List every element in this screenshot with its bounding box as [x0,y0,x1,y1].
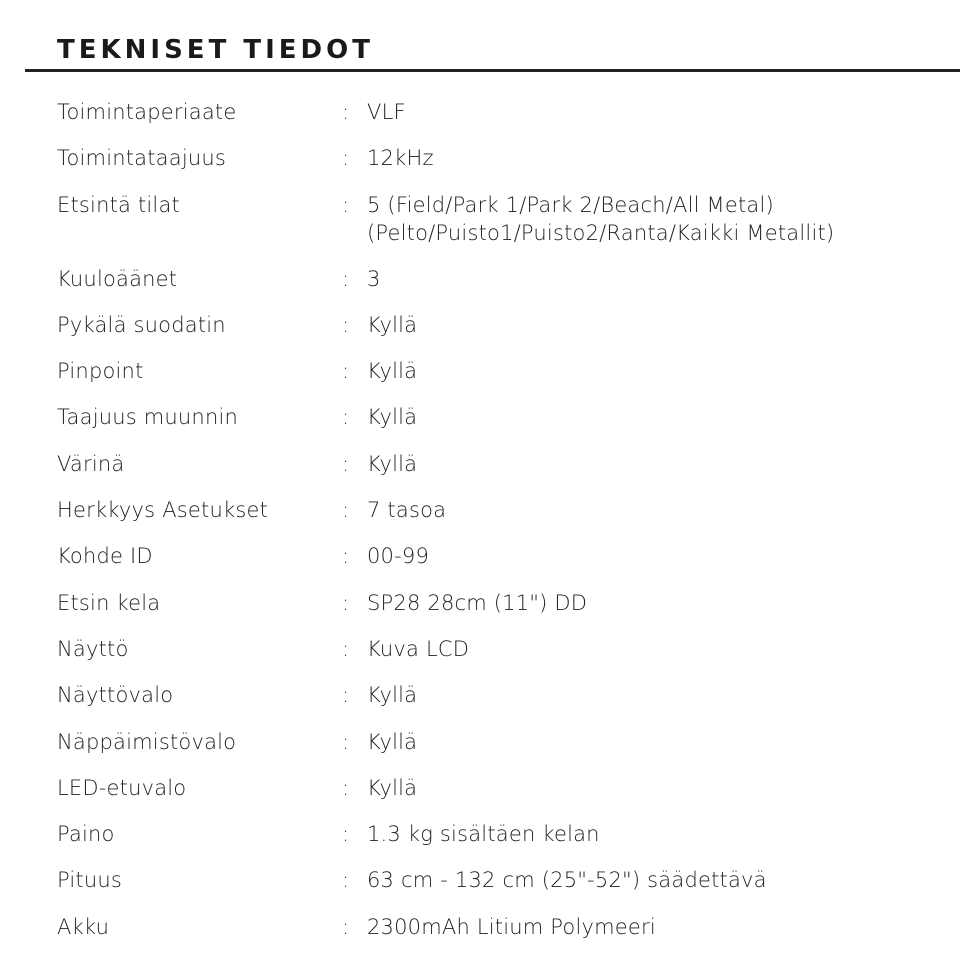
spec-value: Kyllä [367,729,418,754]
spec-label: Etsintä tilat [57,192,180,217]
spec-label: Pituus [57,868,123,893]
spec-value: Kyllä [367,312,418,337]
spec-value: 12kHz [367,146,434,171]
spec-value: Kyllä [367,775,418,800]
spec-value: 00-99 [367,544,430,569]
spec-value: 3 [367,266,381,291]
spec-row-nayttovalo [57,681,937,709]
spec-label: Näppäimistövalo [57,729,237,754]
spec-separator: : [342,868,350,893]
spec-label: Kuuloäänet [57,266,178,291]
spec-value-line-1: 5 (Field/Park 1/Park 2/Beach/All Metal) [367,192,774,217]
spec-label: Kohde ID [57,544,153,569]
spec-value: 63 cm - 132 cm (25"-52") säädettävä [367,868,767,893]
spec-separator: : [342,312,350,337]
spec-row-toimintataajuus [57,144,937,172]
spec-row-herkkyys-asetukset [57,496,937,524]
spec-separator: : [342,498,350,523]
spec-row-pituus [57,866,937,894]
spec-table [57,98,937,959]
spec-value: Kuva LCD [367,636,470,661]
spec-row-led-etuvalo [57,774,937,802]
spec-separator: : [342,636,350,661]
spec-separator: : [342,914,350,939]
spec-label: Näyttövalo [57,683,174,708]
spec-row-pykala-suodatin [57,311,937,339]
spec-row-akku [57,913,937,941]
spec-separator: : [342,683,350,708]
spec-row-naytto [57,635,937,663]
spec-separator: : [342,146,350,171]
spec-row-paino [57,820,937,848]
spec-separator: : [342,729,350,754]
spec-label: Pinpoint [57,359,144,384]
spec-label: Näyttö [57,636,129,661]
spec-separator: : [342,775,350,800]
spec-label: Herkkyys Asetukset [57,498,269,523]
spec-separator: : [342,192,350,217]
spec-row-nappaimistovalo [57,728,937,756]
spec-label: Paino [57,822,115,847]
spec-separator: : [342,405,350,430]
spec-row-pinpoint [57,357,937,385]
spec-label: Etsin kela [57,590,161,615]
spec-value: Kyllä [367,405,418,430]
spec-value: VLF [367,100,406,124]
spec-separator: : [342,590,350,615]
page-title: TEKNISET TIEDOT [57,35,374,65]
spec-label: Värinä [57,451,125,476]
spec-label: Pykälä suodatin [57,312,226,337]
spec-value: Kyllä [367,359,418,384]
spec-row-etsinta-tilat [57,191,937,247]
spec-separator: : [342,822,350,847]
spec-value-line-2: (Pelto/Puisto1/Puisto2/Ranta/Kaikki Metallit) [367,220,835,245]
spec-value [367,191,937,247]
spec-separator: : [342,544,350,569]
spec-row-kohde-id [57,542,937,570]
spec-value: 7 tasoa [367,498,447,523]
spec-label: Akku [57,914,110,939]
spec-label: Taajuus muunnin [57,405,238,430]
spec-label: Toimintaperiaate [57,100,237,124]
spec-separator: : [342,451,350,476]
spec-value: SP28 28cm (11") DD [367,590,588,615]
spec-value: 2300mAh Litium Polymeeri [367,914,656,939]
spec-value: Kyllä [367,683,418,708]
spec-separator: : [342,359,350,384]
spec-label: Toimintataajuus [57,146,227,171]
spec-row-etsin-kela [57,589,937,617]
spec-separator: : [342,266,350,291]
spec-value: 1.3 kg sisältäen kelan [367,822,600,847]
spec-row-taajuus-muunnin [57,403,937,431]
spec-label: LED-etuvalo [57,775,187,800]
spec-separator: : [342,100,350,124]
title-divider [25,69,960,72]
spec-row-varina [57,450,937,478]
spec-row-kuuloaanet [57,265,937,293]
spec-row-toimintaperiaate [57,98,937,126]
spec-value: Kyllä [367,451,418,476]
